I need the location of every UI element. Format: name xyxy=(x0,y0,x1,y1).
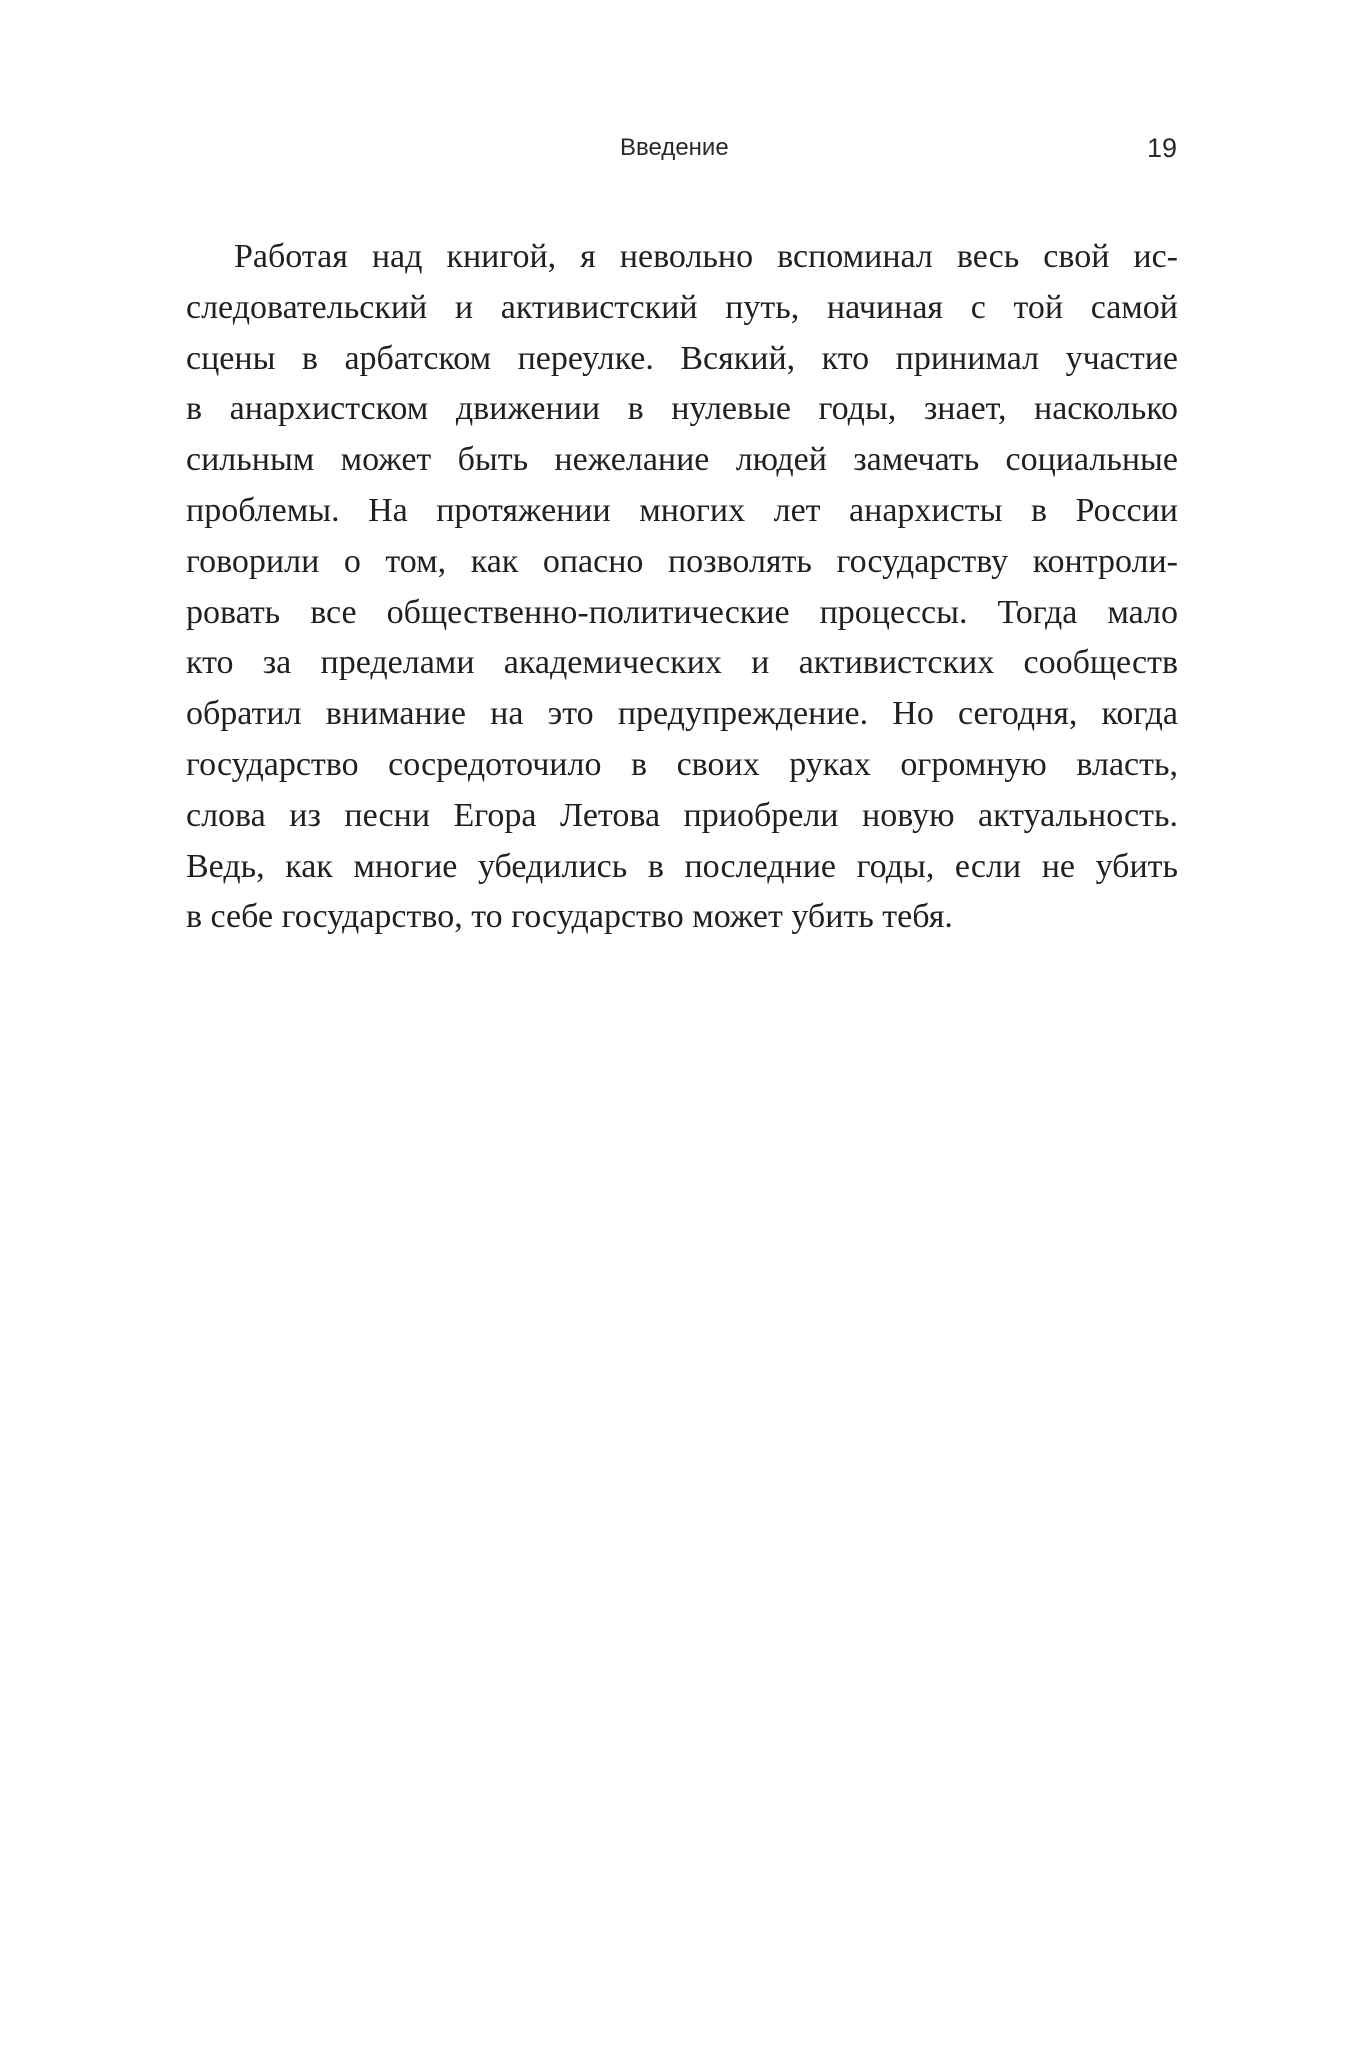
text-line: следовательский и активистский путь, начиная с той самой xyxy=(186,288,1178,326)
text-line: сцены в арбатском переулке. Всякий, кто принимал участие xyxy=(186,339,1178,377)
text-line: в себе государство, то государство может убить тебя. xyxy=(186,898,953,936)
text-line: сильным может быть нежелание людей замечать социальные xyxy=(186,441,1178,479)
text-line: проблемы. На протяжении многих лет анархисты в России xyxy=(186,491,1178,529)
text-line: Ведь, как многие убедились в последние годы, если не убить xyxy=(186,847,1178,885)
text-line: Работая над книгой, я невольно вспоминал весь свой ис- xyxy=(234,238,1178,275)
text-line: говорили о том, как опасно позволять государству контроли- xyxy=(186,542,1178,580)
body-paragraph xyxy=(186,232,1178,943)
chapter-title: Введение xyxy=(620,134,729,161)
running-header xyxy=(0,128,1350,168)
text-line: обратил внимание на это предупреждение. Но сегодня, когда xyxy=(186,695,1178,733)
text-line: государство сосредоточило в своих руках огромную власть, xyxy=(186,745,1178,783)
text-line: слова из песни Егора Летова приобрели новую актуальность. xyxy=(186,796,1178,834)
text-line: в анархистском движении в нулевые годы, знает, насколько xyxy=(186,390,1178,428)
text-line: кто за пределами академических и активистских сообществ xyxy=(186,644,1178,682)
text-line: ровать все общественно-политические процессы. Тогда мало xyxy=(186,593,1178,631)
page-number: 19 xyxy=(1146,133,1177,163)
